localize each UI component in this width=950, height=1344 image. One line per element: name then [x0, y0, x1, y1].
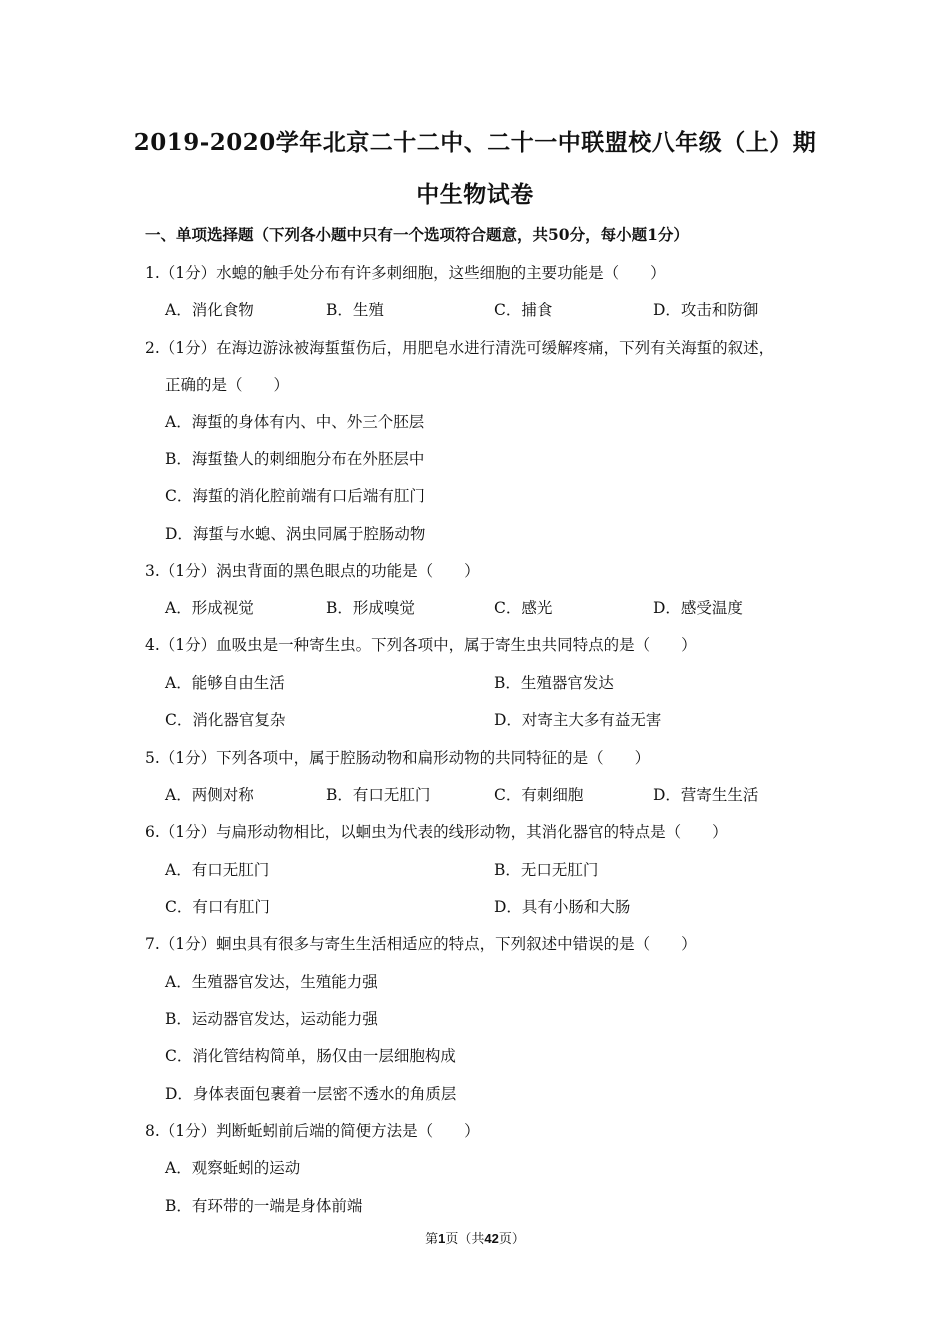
question-4-option-a: A．能够自由生活: [165, 674, 285, 692]
question-3-option-c: C．感光: [494, 599, 553, 617]
question-8-option-a: A．观察蚯蚓的运动: [165, 1159, 301, 1177]
question-2-stem: 2.（1分）在海边游泳被海蜇蜇伤后，用肥皂水进行清洗可缓解疼痛，下列有关海蜇的叙述，: [145, 339, 775, 357]
question-5-option-a: A．两侧对称: [165, 786, 254, 804]
question-3-option-a: A．形成视觉: [165, 599, 254, 617]
question-7-option-c: C．消化管结构简单，肠仅由一层细胞构成: [165, 1047, 456, 1065]
footer-suffix: 页）: [498, 1232, 525, 1247]
footer-page-number: 1: [438, 1231, 446, 1246]
question-4-option-c: C．消化器官复杂: [165, 711, 286, 729]
question-6-option-c: C．有口有肛门: [165, 898, 270, 916]
footer-total-pages: 42: [484, 1231, 499, 1246]
question-7-stem: 7.（1分）蛔虫具有很多与寄生生活相适应的特点，下列叙述中错误的是（ ）: [145, 935, 697, 953]
question-5-stem: 5.（1分）下列各项中，属于腔肠动物和扁形动物的共同特征的是（ ）: [145, 749, 651, 767]
question-2-option-d: D．海蜇与水螅、涡虫同属于腔肠动物: [165, 525, 426, 543]
document-title-line-1: 2019-2020学年北京二十二中、二十一中联盟校八年级（上）期: [133, 129, 817, 156]
document-title-line-2: 中生物试卷: [416, 181, 534, 208]
question-4-option-b: B．生殖器官发达: [494, 674, 614, 692]
question-3-stem: 3.（1分）涡虫背面的黑色眼点的功能是（ ）: [145, 562, 480, 580]
question-6-option-a: A．有口无肛门: [165, 861, 270, 879]
question-1-stem: 1.（1分）水螅的触手处分布有许多刺细胞，这些细胞的主要功能是（ ）: [145, 264, 666, 282]
question-3-option-d: D．感受温度: [653, 599, 743, 617]
question-5-option-d: D．营寄生生活: [653, 786, 759, 804]
question-6-option-b: B．无口无肛门: [494, 861, 599, 879]
question-8-option-b: B．有环带的一端是身体前端: [165, 1197, 363, 1215]
footer-mid: 页（共: [445, 1232, 485, 1247]
question-1-option-a: A．消化食物: [165, 301, 254, 319]
question-8-stem: 8.（1分）判断蚯蚓前后端的简便方法是（ ）: [145, 1122, 480, 1140]
question-3-option-b: B．形成嗅觉: [326, 599, 415, 617]
question-7-option-a: A．生殖器官发达，生殖能力强: [165, 973, 378, 991]
question-2-option-c: C．海蜇的消化腔前端有口后端有肛门: [165, 487, 425, 505]
question-7-option-b: B．运动器官发达，运动能力强: [165, 1010, 378, 1028]
page-footer: [0, 1228, 950, 1247]
question-5-option-c: C．有刺细胞: [494, 786, 584, 804]
question-5-option-b: B．有口无肛门: [326, 786, 431, 804]
footer-prefix: 第: [425, 1232, 439, 1247]
question-1-option-b: B．生殖: [326, 301, 384, 319]
question-2-stem-continued: 正确的是（ ）: [165, 376, 290, 394]
question-2-option-a: A．海蜇的身体有内、中、外三个胚层: [165, 413, 425, 431]
question-7-option-d: D．身体表面包裹着一层密不透水的角质层: [165, 1085, 457, 1103]
question-6-stem: 6.（1分）与扁形动物相比，以蛔虫为代表的线形动物，其消化器官的特点是（ ）: [145, 823, 728, 841]
question-2-option-b: B．海蜇蛰人的刺细胞分布在外胚层中: [165, 450, 425, 468]
question-4-option-d: D．对寄主大多有益无害: [494, 711, 662, 729]
question-4-stem: 4.（1分）血吸虫是一种寄生虫。下列各项中，属于寄生虫共同特点的是（ ）: [145, 636, 697, 654]
section-heading: 一、单项选择题（下列各小题中只有一个选项符合题意，共50分，每小题1分）: [145, 225, 689, 244]
question-6-option-d: D．具有小肠和大肠: [494, 898, 631, 916]
question-1-option-c: C．捕食: [494, 301, 553, 319]
question-1-option-d: D．攻击和防御: [653, 301, 759, 319]
